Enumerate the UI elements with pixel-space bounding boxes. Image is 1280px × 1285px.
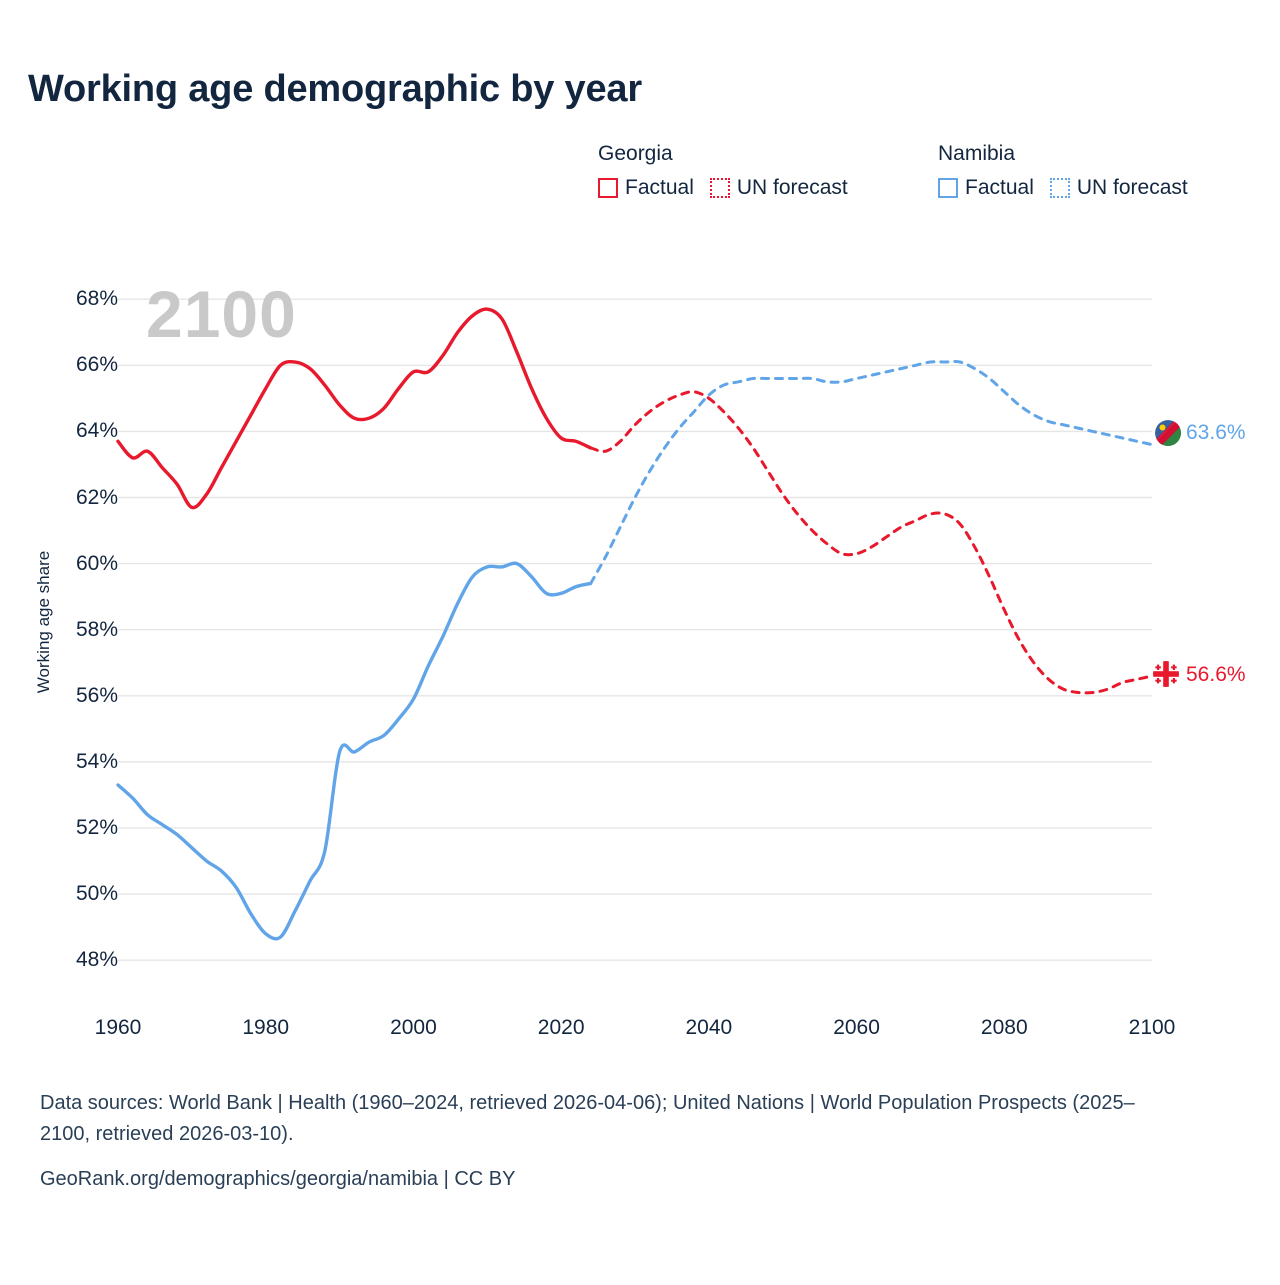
footer-sources: Data sources: World Bank | Health (1960–2024, retrieved 2026-04-06); United Nations | World Population Prospects (2025–2100, retrieved 2026-03-10). xyxy=(40,1092,1135,1145)
legend-swatch-dotted-icon xyxy=(1050,178,1070,198)
page-title: Working age demographic by year xyxy=(28,68,642,110)
legend-item-georgia-forecast[interactable] xyxy=(710,176,848,200)
y-tick-label: 54% xyxy=(75,749,118,773)
y-tick-label: 62% xyxy=(75,485,118,509)
y-tick-label: 50% xyxy=(75,882,118,906)
y-tick-label: 66% xyxy=(75,353,118,377)
legend-label-namibia-factual: Factual xyxy=(965,176,1034,199)
y-axis-label: Working age share xyxy=(34,550,53,694)
y-tick-label: 60% xyxy=(75,551,118,575)
legend-item-namibia-forecast[interactable] xyxy=(1050,176,1188,200)
legend-swatch-solid-icon xyxy=(598,178,618,198)
x-tick-label: 1960 xyxy=(94,1016,142,1039)
georgia-flag-icon xyxy=(1153,661,1179,687)
namibia-flag-icon xyxy=(1155,420,1181,446)
x-tick-label: 2100 xyxy=(1128,1016,1176,1039)
y-tick-label: 68% xyxy=(75,287,118,311)
chart-watermark: 2100 xyxy=(146,277,297,351)
legend-item-georgia-factual[interactable] xyxy=(598,176,694,200)
legend-label-namibia-forecast: UN forecast xyxy=(1076,176,1188,199)
y-tick-label: 58% xyxy=(75,617,118,641)
legend-swatch-solid-icon xyxy=(938,178,958,198)
y-tick-label: 48% xyxy=(75,948,118,972)
y-tick-label: 64% xyxy=(75,419,118,443)
namibia-end-label: 63.6% xyxy=(1186,421,1246,444)
chart-legend xyxy=(598,142,1258,222)
x-tick-label: 2060 xyxy=(833,1016,880,1039)
x-tick-label: 2040 xyxy=(685,1016,733,1039)
y-tick-label: 56% xyxy=(75,683,118,707)
legend-group-namibia xyxy=(938,142,1188,200)
legend-swatch-dotted-icon xyxy=(710,178,730,198)
legend-item-namibia-factual[interactable] xyxy=(938,176,1034,200)
legend-label-georgia-factual: Factual xyxy=(625,176,694,199)
x-tick-label: 2080 xyxy=(980,1016,1028,1039)
x-tick-label: 1980 xyxy=(242,1016,290,1039)
georgia-end-label: 56.6% xyxy=(1186,663,1246,686)
x-tick-label: 2020 xyxy=(537,1016,585,1039)
legend-group-georgia xyxy=(598,142,848,200)
footer xyxy=(40,1088,1180,1215)
legend-country-namibia: Namibia xyxy=(938,142,1016,165)
y-tick-label: 52% xyxy=(75,815,118,839)
x-tick-label: 2000 xyxy=(390,1016,437,1039)
legend-label-georgia-forecast: UN forecast xyxy=(736,176,848,199)
footer-link[interactable]: GeoRank.org/demographics/georgia/namibia | CC BY xyxy=(40,1168,516,1190)
legend-country-georgia: Georgia xyxy=(598,142,673,165)
